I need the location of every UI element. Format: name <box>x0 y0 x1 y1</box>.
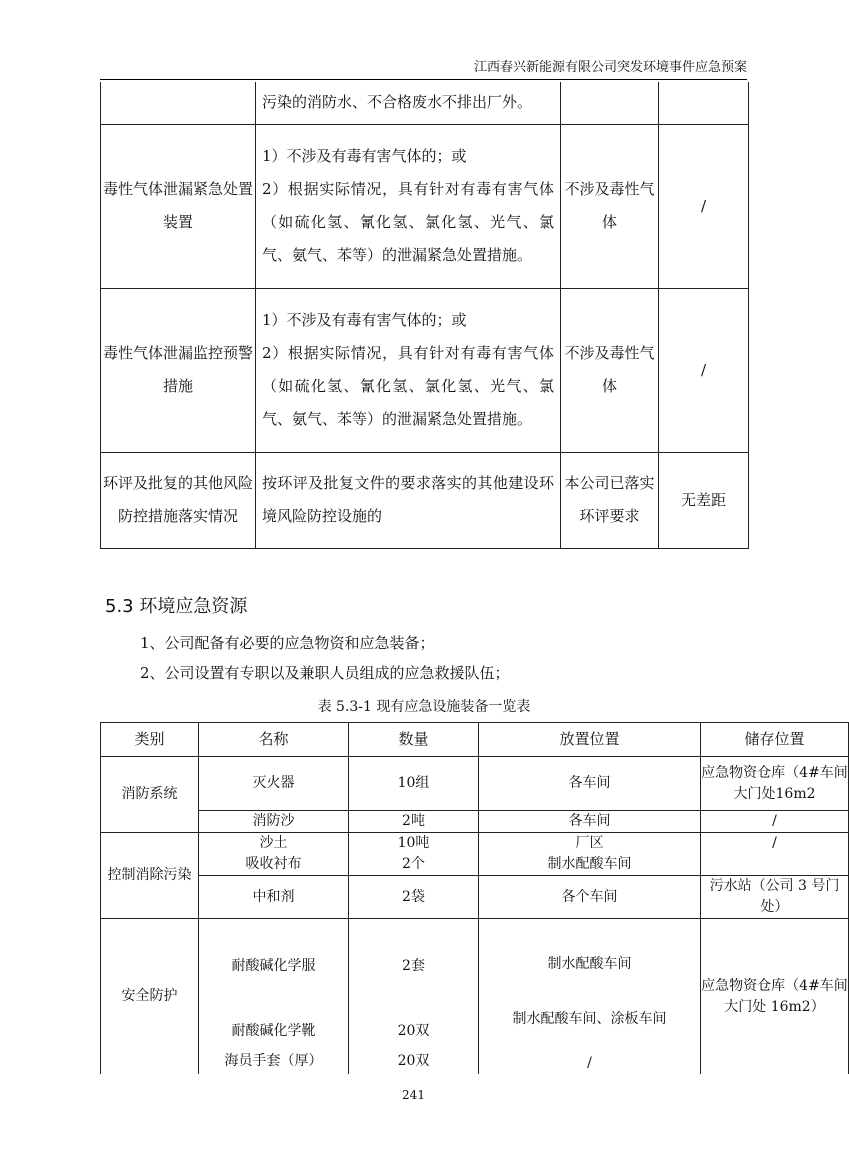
requirement-line: 2）根据实际情况，具有针对有毒有害气体（如硫化氢、氰化氢、氯化氢、光气、氯气、氨气、苯等）的泄漏紧急处置措施。 <box>262 180 554 264</box>
table-header-row <box>101 723 849 757</box>
column-header: 放置位置 <box>479 723 701 757</box>
table-row <box>101 811 849 833</box>
item-qty: 2个 <box>402 856 425 872</box>
table-row <box>101 833 849 876</box>
table-cell <box>256 124 561 288</box>
category-cell: 控制消除污染 <box>101 833 199 919</box>
item-qty: 20双 <box>397 1023 430 1039</box>
category-cell: 消防系统 <box>101 757 199 833</box>
table-cell <box>561 82 659 124</box>
table-row <box>101 124 749 288</box>
table-cell <box>659 82 749 124</box>
item-name: 沙土 <box>259 835 288 851</box>
table-row <box>101 919 849 1075</box>
table-caption: 表 5.3-1 现有应急设施装备一览表 <box>317 699 531 715</box>
table-cell <box>256 288 561 452</box>
table-cell <box>701 833 849 876</box>
table-row <box>101 452 749 548</box>
paragraph: 1、公司配备有必要的应急物资和应急装备； <box>140 634 435 652</box>
table-cell: 环评及批复的其他风险防控措施落实情况 <box>101 452 256 548</box>
table-cell <box>479 833 701 876</box>
column-header: 名称 <box>199 723 349 757</box>
table-cell: 本公司已落实环评要求 <box>561 452 659 548</box>
table-cell: 毒性气体泄漏紧急处置装置 <box>101 124 256 288</box>
paragraph: 2、公司设置有专职以及兼职人员组成的应急救援队伍； <box>140 664 510 682</box>
table-cell <box>199 833 349 876</box>
risk-measures-table <box>100 82 749 549</box>
table-cell: / <box>659 124 749 288</box>
table-cell: 10组 <box>349 757 479 811</box>
item-location: / <box>587 1055 592 1071</box>
column-header: 数量 <box>349 723 479 757</box>
requirement-line: 1）不涉及有毒有害气体的；或 <box>262 311 467 329</box>
table-cell: 按环评及批复文件的要求落实的其他建设环境风险防控设施的 <box>256 452 561 548</box>
item-qty: 10吨 <box>397 835 430 851</box>
item-location: 制水配酸车间 <box>547 956 632 972</box>
category-cell: 安全防护 <box>101 919 199 1075</box>
table-cell: 各个车间 <box>479 876 701 919</box>
table-cell <box>101 82 256 124</box>
requirement-line: 1）不涉及有毒有害气体的；或 <box>262 147 467 165</box>
table-cell: 不涉及毒性气体 <box>561 124 659 288</box>
item-name: 耐酸碱化学服 <box>231 958 316 974</box>
table-cell: 各车间 <box>479 757 701 811</box>
page-header: 江西春兴新能源有限公司突发环境事件应急预案 <box>473 60 747 75</box>
item-qty: 2套 <box>402 958 425 974</box>
requirement-line: 2）根据实际情况，具有针对有毒有害气体（如硫化氢、氰化氢、氯化氢、光气、氯气、氨气、苯等）的泄漏紧急处置措施。 <box>262 344 554 428</box>
table-cell: 2吨 <box>349 811 479 833</box>
item-name: 吸收衬布 <box>245 856 302 872</box>
table-cell <box>199 919 349 1075</box>
emergency-equipment-table <box>100 722 849 1074</box>
table-row <box>101 82 749 124</box>
item-storage: / <box>772 835 777 851</box>
item-location: 制水配酸车间 <box>547 856 632 872</box>
table-cell: 污染的消防水、不合格废水不排出厂外。 <box>256 82 561 124</box>
table-cell: 应急物资仓库（4#车间大门处 16m2） <box>701 919 849 1075</box>
column-header: 类别 <box>101 723 199 757</box>
item-name: 耐酸碱化学靴 <box>231 1023 316 1039</box>
table-cell: 2袋 <box>349 876 479 919</box>
table-cell: 应急物资仓库（4#车间大门处16m2 <box>701 757 849 811</box>
table-cell: 污水站（公司 3 号门处） <box>701 876 849 919</box>
item-qty: 20双 <box>397 1053 430 1069</box>
item-location: 制水配酸车间、涂板车间 <box>512 1011 667 1027</box>
table-cell: / <box>659 288 749 452</box>
page-number: 241 <box>402 1088 425 1102</box>
header-divider <box>100 79 747 80</box>
table-row <box>101 288 749 452</box>
table-cell: 灭火器 <box>199 757 349 811</box>
table-row <box>101 876 849 919</box>
item-location: 厂区 <box>575 835 604 851</box>
table-cell: 各车间 <box>479 811 701 833</box>
table-cell: 不涉及毒性气体 <box>561 288 659 452</box>
table-cell: 无差距 <box>659 452 749 548</box>
table-cell <box>349 919 479 1075</box>
table-cell <box>479 919 701 1075</box>
table-cell: / <box>701 811 849 833</box>
table-cell: 毒性气体泄漏监控预警措施 <box>101 288 256 452</box>
table-cell: 中和剂 <box>199 876 349 919</box>
table-row <box>101 757 849 811</box>
table-cell: 消防沙 <box>199 811 349 833</box>
section-heading: 5.3 环境应急资源 <box>105 596 248 617</box>
table-cell <box>349 833 479 876</box>
item-name: 海员手套（厚） <box>224 1053 323 1069</box>
column-header: 储存位置 <box>701 723 849 757</box>
